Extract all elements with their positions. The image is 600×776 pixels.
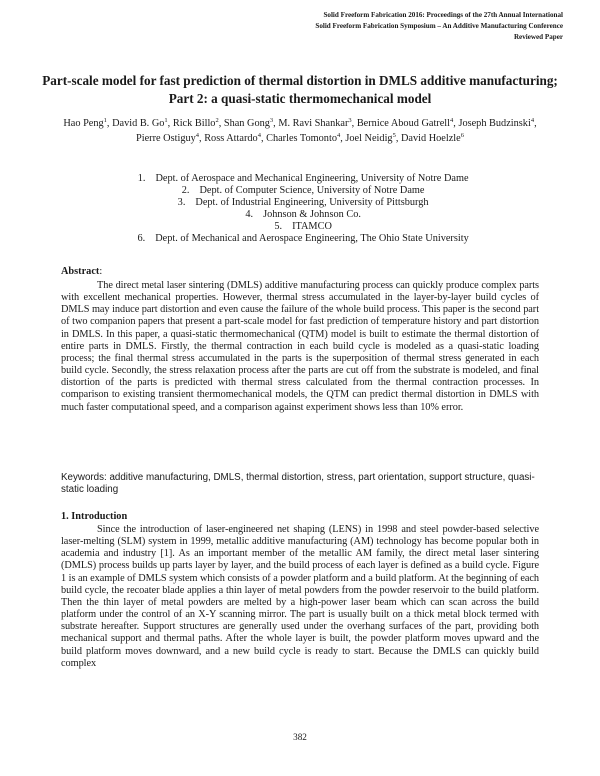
abstract-text: The direct metal laser sintering (DMLS) additive manufacturing process can quickly produce complex parts with excellent mechanical properties. However, thermal stress accumulated in the layer-by-layer build cycles of DMLS may induce part distortion and even cause the failure of the whole build process. This paper is the second part of two companion papers that present a part-scale model for fast prediction of temperature history and part distortion in DMLS. In this paper, a quasi-static thermomechanical (QTM) model is built to estimate the thermal distortion of entire parts in DMLS. Firstly, the thermal contraction in each build cycle is modeled as a quasi-static loading process; the final thermal stress accumulated in the parts is the superposition of thermal stress generated in each build cycle. Secondly, the stress relaxation process after the parts are cut off from the substrate is modeled, and final distortion of the parts is predicted with thermal stress calculated from the thermal contraction processes. In comparison to existing transient thermomechanical models, the QTM can predict thermal distortion in DMLS with much faster computational speed, and a comparison against experiment shows less than 10% error.	[61, 280, 539, 413]
conference-header	[203, 10, 563, 43]
author	[401, 133, 464, 144]
section-heading-introduction: 1. Introduction	[61, 511, 128, 522]
header-line-2: Solid Freeform Fabrication Symposium – An Additive Manufacturing Conference	[315, 22, 563, 30]
header-line-3: Reviewed Paper	[513, 33, 563, 41]
author-affiliation-mark: 1	[164, 117, 168, 124]
author	[357, 118, 453, 129]
author	[345, 133, 395, 144]
author-name: Ross Attardo	[204, 132, 258, 144]
affiliation-item	[0, 233, 600, 245]
affiliation-number: 6.	[137, 233, 146, 244]
author	[173, 118, 219, 129]
author	[112, 118, 168, 129]
affiliation-list	[0, 173, 600, 245]
author-name: David B. Go	[112, 118, 165, 129]
page-number: 382	[293, 732, 307, 742]
affiliation-text: Dept. of Computer Science, University of Notre Dame	[199, 185, 425, 196]
author-affiliation-mark: 5	[392, 131, 396, 139]
affiliation-text: ITAMCO	[292, 221, 332, 232]
affiliation-number: 1.	[137, 173, 146, 184]
author-affiliation-mark: 4	[530, 117, 535, 124]
author-affiliation-mark: 6	[460, 131, 464, 139]
author-affiliation-mark: 4	[336, 131, 341, 139]
author-name: M. Ravi Shankar	[278, 118, 349, 129]
author-name: David Hoelzle	[400, 132, 461, 144]
author-affiliation-mark: 3	[269, 117, 274, 124]
affiliation-text: Dept. of Aerospace and Mechanical Engineering, University of Notre Dame	[155, 173, 469, 184]
affiliation-number: 4.	[245, 209, 254, 220]
keywords: Keywords: additive manufacturing, DMLS, thermal distortion, stress, part orientation, support structure, quasi-static loading	[61, 472, 535, 496]
abstract-heading-text: Abstract	[61, 266, 100, 277]
author-affiliation-mark: 2	[215, 117, 219, 124]
author-list: Hao Peng$^1$, David B. Go$^1$, Rick Billo$^2$, Shan Gong$^3$, M. Ravi Shankar$^3$, Bernice Aboud Gatrell$^4$, Joseph Budzinski$^4$, Pierre Ostiguy$^4$, Ross Attardo$^4$, Charles Tomonto$^4$, Joel Neidig$^5$, David Hoelzle$^6$	[63, 117, 537, 144]
affiliation-item	[0, 185, 600, 197]
header-line-1: Solid Freeform Fabrication 2016: Proceedings of the 27th Annual International	[323, 11, 563, 19]
author	[63, 118, 107, 129]
affiliation-text: Dept. of Mechanical and Aerospace Engineering, The Ohio State University	[155, 233, 469, 244]
author-affiliation-mark: 4	[450, 117, 454, 124]
author-name: Charles Tomonto	[266, 132, 337, 144]
affiliation-item	[0, 197, 600, 209]
author	[224, 118, 273, 129]
author-name: Bernice Aboud Gatrell	[356, 118, 451, 129]
author-affiliation-mark: 4	[257, 131, 261, 139]
author-name: Pierre Ostiguy	[136, 132, 196, 144]
affiliation-number: 5.	[274, 221, 283, 232]
author-affiliation-mark: 4	[195, 131, 200, 139]
author-name: Rick Billo	[172, 118, 216, 129]
author-name: Joel Neidig	[345, 132, 393, 144]
author-name: Shan Gong	[223, 118, 270, 129]
author	[458, 118, 534, 129]
author-affiliation-mark: 1	[103, 117, 107, 124]
abstract-heading	[61, 266, 102, 277]
affiliation-text: Johnson & Johnson Co.	[263, 209, 361, 220]
affiliation-item	[0, 209, 600, 221]
affiliation-item	[0, 173, 600, 185]
affiliation-number: 2.	[181, 185, 190, 196]
abstract-heading-colon: :	[99, 266, 103, 277]
author	[266, 133, 340, 144]
introduction-text: Since the introduction of laser-engineered net shaping (LENS) in 1998 and steel powder-based selective laser-melting (SLM) system in 1999, metallic additive manufacturing (AM) technology has become popular both in academia and industry [1]. As an important member of the metallic AM family, the direct metal laser sintering (DMLS) process builds up parts layer by layer, and the build process of each layer is defined as a build cycle. Figure 1 is an example of DMLS system which consists of a powder platform and a build platform. At the beginning of each build cycle, the recoater blade applies a thin layer of metal powders from the powder reservoir to the build platform. Then the thin layer of metal powders are melted by a high-power laser beam which can scan across the build platform under the control of an X-Y scanning mirror. The part is usually built on a thick metal block termed with substrate hereafter. Support structures are generally used under the overhang surfaces of the part, providing both mechanical support and thermal paths. After the whole layer is built, the powder platform moves upward and the build platform moves downward, and a new build cycle is ready to start. Because the DMLS can quickly build complex	[61, 524, 539, 669]
affiliation-number: 3.	[177, 197, 186, 208]
affiliation-text: Dept. of Industrial Engineering, University of Pittsburgh	[195, 197, 429, 208]
author	[204, 133, 261, 144]
affiliation-item	[0, 221, 600, 233]
author	[136, 133, 199, 144]
author-name: Hao Peng	[63, 118, 104, 129]
author-name: Joseph Budzinski	[458, 118, 531, 129]
author	[278, 118, 351, 129]
paper-title: Part-scale model for fast prediction of thermal distortion in DMLS additive manufacturing; Part 2: a quasi-static thermomechanical model	[42, 73, 558, 106]
author-affiliation-mark: 3	[348, 117, 352, 124]
